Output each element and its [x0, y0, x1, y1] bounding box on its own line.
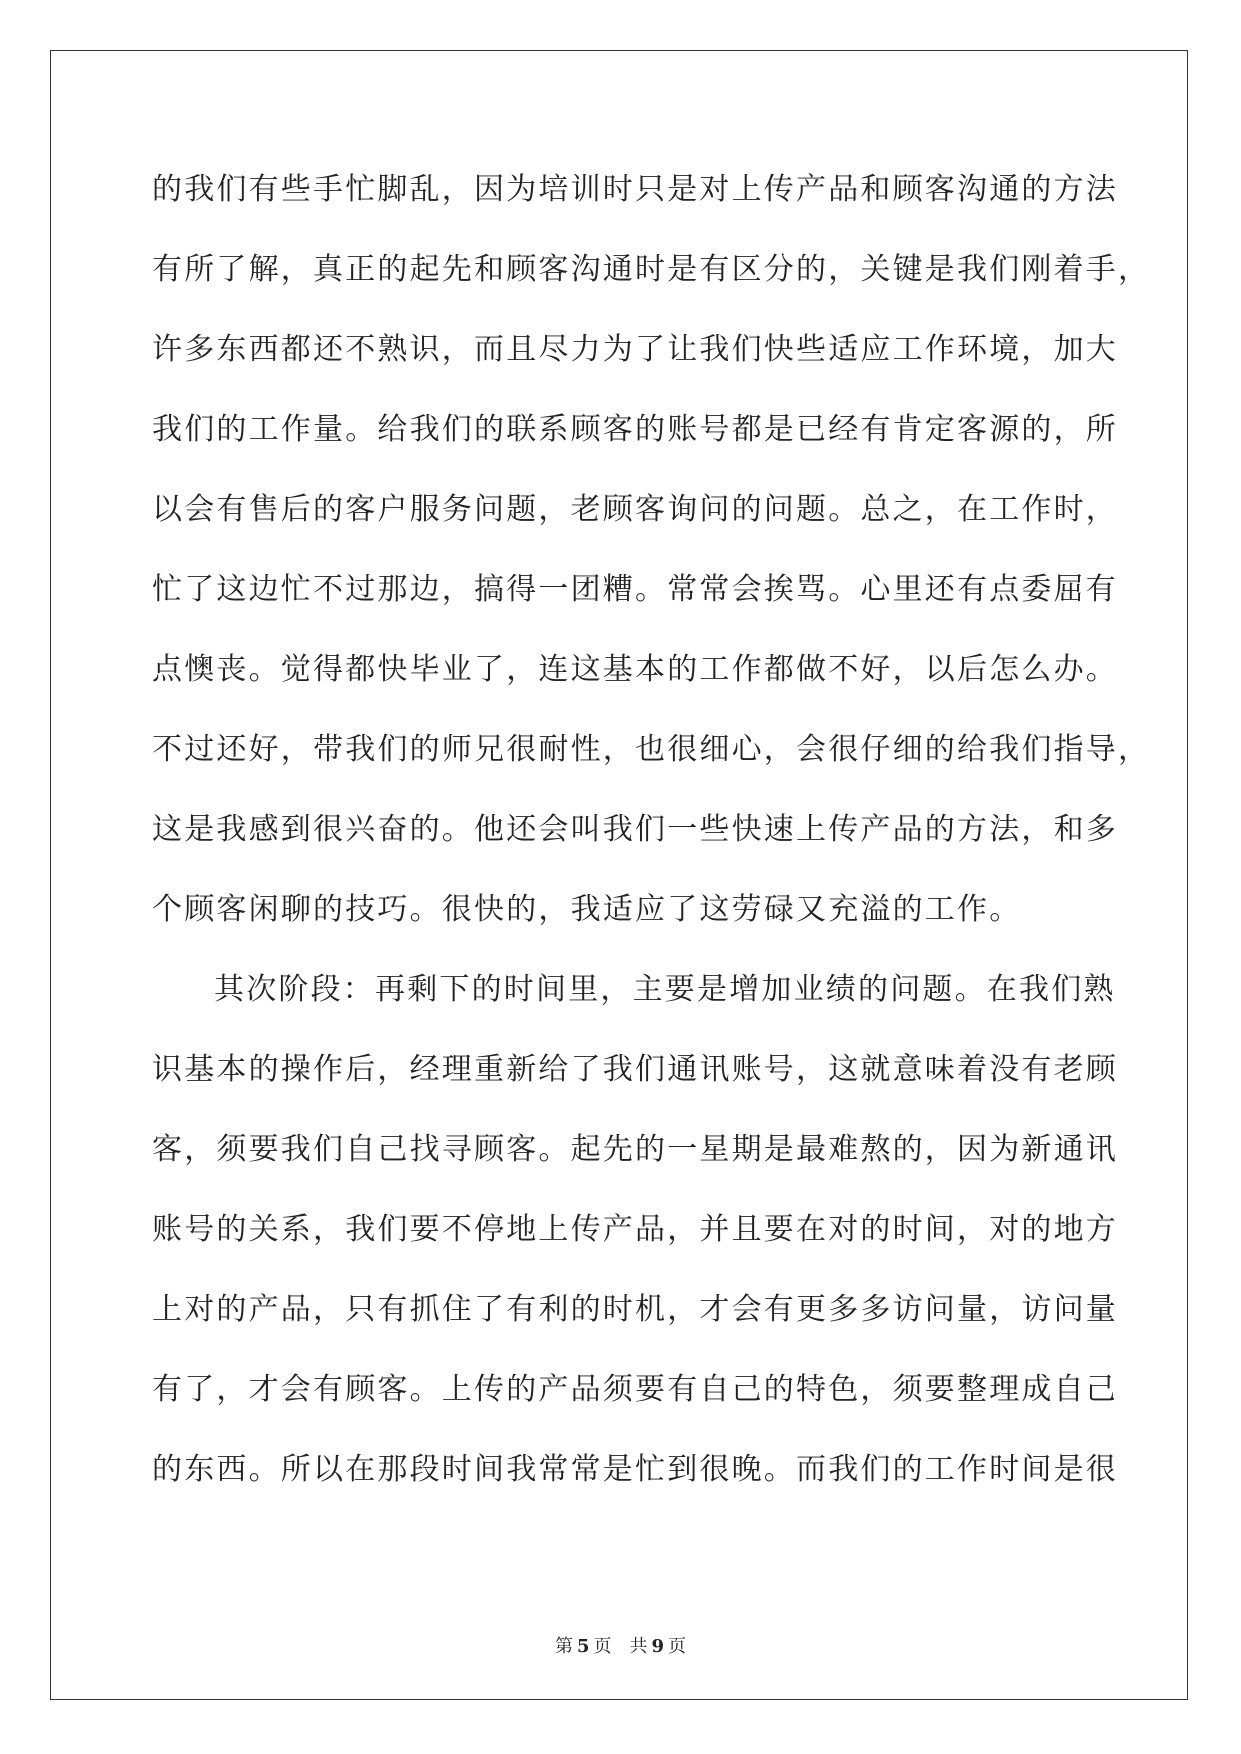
text-line: 点懊丧。觉得都快毕业了，连这基本的工作都做不好，以后怎么办。 — [152, 652, 1118, 687]
total-page-number: 9 — [651, 1636, 665, 1657]
text-line: 识基本的操作后，经理重新给了我们通讯账号，这就意味着没有老顾 — [152, 1052, 1118, 1087]
footer-total-unit: 页 — [668, 1636, 687, 1657]
document-body — [152, 162, 1151, 1522]
current-page-number: 5 — [576, 1636, 590, 1657]
text-line: 账号的关系，我们要不停地上传产品，并且要在对的时间，对的地方 — [152, 1212, 1118, 1247]
paragraph-start-line: 其次阶段：再剩下的时间里，主要是增加业绩的问题。在我们熟 — [214, 972, 1116, 1007]
text-line: 许多东西都还不熟识，而且尽力为了让我们快些适应工作环境，加大 — [152, 332, 1118, 367]
text-line: 忙了这边忙不过那边，搞得一团糟。常常会挨骂。心里还有点委屈有 — [152, 572, 1118, 607]
text-line: 有所了解，真正的起先和顾客沟通时是有区分的，关键是我们刚着手， — [152, 252, 1151, 287]
text-line: 不过还好，带我们的师兄很耐性，也很细心，会很仔细的给我们指导， — [152, 732, 1151, 767]
text-line: 的我们有些手忙脚乱，因为培训时只是对上传产品和顾客沟通的方法 — [152, 172, 1118, 207]
text-line: 我们的工作量。给我们的联系顾客的账号都是已经有肯定客源的，所 — [152, 412, 1118, 447]
footer-page-unit: 页 — [593, 1636, 612, 1657]
footer-total-prefix: 共 — [629, 1636, 648, 1657]
text-line: 的东西。所以在那段时间我常常是忙到很晚。而我们的工作时间是很 — [152, 1452, 1118, 1487]
text-line: 以会有售后的客户服务问题，老顾客询问的问题。总之，在工作时， — [152, 492, 1118, 527]
text-line: 上对的产品，只有抓住了有利的时机，才会有更多多访问量，访问量 — [152, 1292, 1118, 1327]
footer-prefix: 第 — [554, 1636, 573, 1657]
text-line: 客，须要我们自己找寻顾客。起先的一星期是最难熬的，因为新通讯 — [152, 1132, 1118, 1167]
page-footer — [0, 1632, 1241, 1658]
text-line: 这是我感到很兴奋的。他还会叫我们一些快速上传产品的方法，和多 — [152, 812, 1118, 847]
text-line: 有了，才会有顾客。上传的产品须要有自己的特色，须要整理成自己 — [152, 1372, 1118, 1407]
text-line: 个顾客闲聊的技巧。很快的，我适应了这劳碌又充溢的工作。 — [152, 892, 1022, 927]
